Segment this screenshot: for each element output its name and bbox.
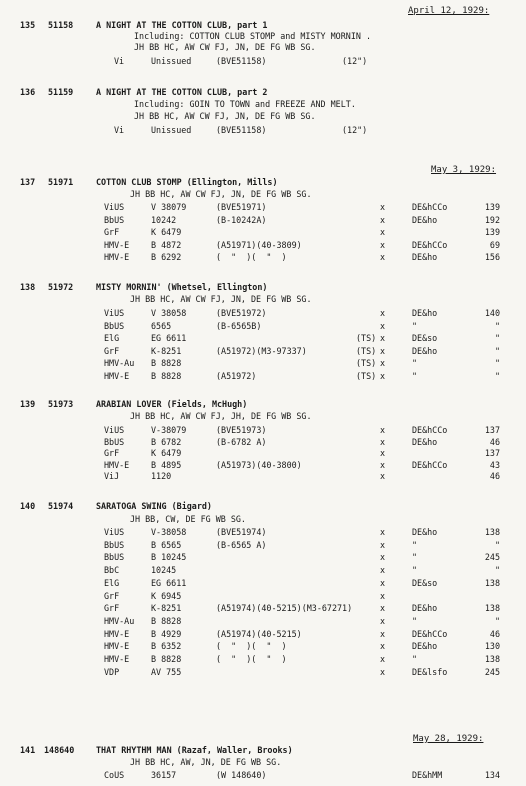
issue-source: " [412, 654, 418, 664]
issue-source: DE&so [412, 333, 438, 344]
issue-source: " [412, 565, 418, 576]
issue-source: " [412, 371, 418, 381]
issue-takes: ( " )( " ) [216, 252, 287, 262]
issue-label: ViJ [104, 471, 120, 482]
issue-takes: (B-10242A) [216, 214, 267, 225]
issue-label: HMV-E [104, 239, 130, 250]
issue-page: 69 [489, 239, 500, 250]
matrix-number: 51971 [48, 177, 74, 187]
issue-takes: (A51972) [216, 371, 257, 381]
issue-mark: x [380, 565, 386, 576]
including-note: Including: COTTON CLUB STOMP and MISTY MORNIN . [134, 31, 371, 41]
issue-label: ViUS [104, 425, 125, 435]
issue-issue: B 4872 [151, 239, 182, 250]
issue-source: DE&ho [412, 641, 438, 652]
issue-label: HMV-E [104, 654, 130, 664]
issue-page: 46 [489, 436, 500, 447]
issue-issue: B 6292 [151, 252, 182, 262]
issue-mark: x [380, 358, 386, 369]
issue-mark: x [380, 615, 386, 626]
issue-takes: (BVE51973) [216, 425, 267, 435]
issue-issue: K-8251 [151, 345, 182, 356]
song-title: A NIGHT AT THE COTTON CLUB, part 2 [96, 87, 268, 97]
issue-mark: x [380, 603, 386, 614]
session-date-april-12: April 12, 1929: [408, 6, 490, 16]
issue-page: " [494, 333, 500, 344]
issue-source: DE&hCCo [412, 202, 448, 212]
issue-issue: B 4929 [151, 628, 182, 639]
issue-mark: x [380, 308, 386, 318]
including-note: Including: GOIN TO TOWN and FREEZE AND MELT. [134, 99, 356, 109]
issue-page: 192 [484, 214, 500, 225]
issue-label: Vi [114, 56, 125, 66]
issue-source: DE&hCCo [412, 239, 448, 250]
issue-mark: x [380, 471, 386, 482]
issue-source: DE&hCCo [412, 459, 448, 470]
issue-issue: K-8251 [151, 603, 182, 614]
issue-ts: (TS) [356, 345, 377, 356]
issue-takes: (A51972)(M3-97337) [216, 345, 307, 356]
issue-issue: B 10245 [151, 552, 187, 563]
issue-source: DE&ho [412, 214, 438, 225]
issue-status: Unissued [151, 125, 192, 135]
issue-mark: x [380, 425, 386, 435]
song-title: SARATOGA SWING (Bigard) [96, 501, 212, 511]
issue-takes: (BVE51974) [216, 527, 267, 537]
issue-source: DE&ho [412, 436, 438, 447]
issue-label: HMV-Au [104, 358, 135, 369]
issue-takes: (A51974)(40-5215)(M3-67271) [216, 603, 353, 614]
issue-label: HMV-E [104, 628, 130, 639]
issue-page: " [494, 539, 500, 550]
issue-issue: 36157 [151, 770, 177, 780]
issue-mark: x [380, 666, 386, 677]
issue-source: " [412, 358, 418, 369]
issue-label: ViUS [104, 308, 125, 318]
issue-label: HMV-E [104, 371, 130, 381]
issue-issue: EG 6611 [151, 577, 187, 588]
issue-label: BbUS [104, 436, 125, 447]
issue-label: GrF [104, 345, 120, 356]
issue-label: BbC [104, 565, 120, 576]
issue-takes: (A51971)(40-3809) [216, 239, 302, 250]
issue-label: BbUS [104, 320, 125, 331]
issue-mark: x [380, 345, 386, 356]
issue-mark: x [380, 227, 386, 237]
issue-ts: (TS) [356, 358, 377, 369]
issue-issue: V-38079 [151, 425, 187, 435]
issue-label: GrF [104, 448, 120, 459]
record-size: (12") [342, 125, 368, 135]
issue-page: 156 [484, 252, 500, 262]
issue-mark: x [380, 333, 386, 344]
personnel-line: JH BB HC, AW, JN, DE FG WB SG. [130, 757, 282, 767]
session-date-may-28: May 28, 1929: [413, 734, 484, 744]
issue-mark: x [380, 239, 386, 250]
matrix-number: 51973 [48, 399, 74, 409]
issue-page: 137 [484, 448, 500, 459]
issue-mark: x [380, 641, 386, 652]
entry-number: 137 [20, 177, 36, 187]
personnel-line: JH BB HC, AW CW FJ, JN, DE FG WB SG. [134, 42, 316, 52]
issue-page: " [494, 565, 500, 576]
issue-takes: ( " )( " ) [216, 641, 287, 652]
issue-mark: x [380, 371, 386, 381]
issue-label: BbUS [104, 214, 125, 225]
issue-mark: x [380, 539, 386, 550]
issue-label: HMV-E [104, 641, 130, 652]
matrix-number: 148640 [44, 745, 75, 755]
take-number: (BVE51158) [216, 125, 267, 135]
issue-issue: V 38079 [151, 202, 187, 212]
issue-source: DE&lsfo [412, 666, 448, 677]
issue-takes: (B-6782 A) [216, 436, 267, 447]
issue-label: HMV-E [104, 459, 130, 470]
personnel-line: JH BB HC, AW CW FJ, JN, DE FG WB SG. [130, 189, 312, 199]
issue-page: " [494, 358, 500, 369]
issue-issue: K 6945 [151, 590, 182, 601]
issue-mark: x [380, 448, 386, 459]
issue-issue: K 6479 [151, 448, 182, 459]
issue-label: Vi [114, 125, 125, 135]
issue-mark: x [380, 654, 386, 664]
issue-takes: (A51973)(40-3800) [216, 459, 302, 470]
issue-issue: 10242 [151, 214, 177, 225]
issue-label: ViUS [104, 202, 125, 212]
issue-mark: x [380, 252, 386, 262]
issue-issue: B 6565 [151, 539, 182, 550]
issue-issue: 10245 [151, 565, 177, 576]
issue-label: VDP [104, 666, 120, 677]
issue-mark: x [380, 320, 386, 331]
issue-issue: V 38058 [151, 308, 187, 318]
issue-takes: (B-6565 A) [216, 539, 267, 550]
personnel-line: JH BB, CW, DE FG WB SG. [130, 514, 246, 524]
issue-source: DE&ho [412, 308, 438, 318]
issue-takes: (BVE51971) [216, 202, 267, 212]
issue-source: DE&hCCo [412, 628, 448, 639]
personnel-line: JH BB HC, AW CW FJ, JN, DE FG WB SG. [130, 294, 312, 304]
issue-source: DE&ho [412, 527, 438, 537]
song-title: COTTON CLUB STOMP (Ellington, Mills) [96, 177, 278, 187]
issue-page: 43 [489, 459, 500, 470]
issue-label: BbUS [104, 552, 125, 563]
entry-number: 135 [20, 20, 36, 30]
issue-page: 130 [484, 641, 500, 652]
issue-issue: B 8828 [151, 358, 182, 369]
issue-source: " [412, 552, 418, 563]
issue-page: 140 [484, 308, 500, 318]
issue-issue: B 8828 [151, 654, 182, 664]
matrix-number: 51159 [48, 87, 74, 97]
issue-label: ViUS [104, 527, 125, 537]
session-date-may-3: May 3, 1929: [431, 165, 497, 175]
issue-issue: V-38058 [151, 527, 187, 537]
matrix-number: 51974 [48, 501, 74, 511]
issue-page: " [494, 371, 500, 381]
issue-page: 138 [484, 603, 500, 614]
issue-source: " [412, 320, 418, 331]
issue-page: 139 [484, 202, 500, 212]
personnel-line: JH BB HC, AW CW FJ, JN, DE FG WB SG. [134, 111, 316, 121]
issue-mark: x [380, 202, 386, 212]
issue-takes: (A51974)(40-5215) [216, 628, 302, 639]
issue-mark: x [380, 527, 386, 537]
song-title: THAT RHYTHM MAN (Razaf, Waller, Brooks) [96, 745, 293, 755]
issue-page: 46 [489, 471, 500, 482]
issue-page: 138 [484, 577, 500, 588]
issue-label: GrF [104, 590, 120, 601]
issue-label: GrF [104, 227, 120, 237]
take-number: (BVE51158) [216, 56, 267, 66]
issue-ts: (TS) [356, 371, 377, 381]
entry-number: 138 [20, 282, 36, 292]
issue-page: " [494, 345, 500, 356]
issue-issue: K 6479 [151, 227, 182, 237]
issue-issue: B 4895 [151, 459, 182, 470]
issue-issue: B 8828 [151, 615, 182, 626]
issue-mark: x [380, 459, 386, 470]
issue-issue: B 8828 [151, 371, 182, 381]
song-title: ARABIAN LOVER (Fields, McHugh) [96, 399, 248, 409]
issue-page: 245 [484, 666, 500, 677]
entry-number: 141 [20, 745, 36, 755]
issue-mark: x [380, 590, 386, 601]
issue-source: " [412, 615, 418, 626]
issue-takes: (BVE51972) [216, 308, 267, 318]
issue-source: DE&ho [412, 603, 438, 614]
issue-source: DE&ho [412, 252, 438, 262]
issue-status: Unissued [151, 56, 192, 66]
issue-page: 46 [489, 628, 500, 639]
issue-takes: (B-6565B) [216, 320, 262, 331]
entry-number: 136 [20, 87, 36, 97]
issue-takes: ( " )( " ) [216, 654, 287, 664]
issue-mark: x [380, 436, 386, 447]
issue-mark: x [380, 577, 386, 588]
issue-ts: (TS) [356, 333, 377, 344]
issue-page: 137 [484, 425, 500, 435]
issue-issue: AV 755 [151, 666, 182, 677]
issue-source: DE&hMM [412, 770, 443, 780]
issue-source: DE&ho [412, 345, 438, 356]
matrix-number: 51972 [48, 282, 74, 292]
record-size: (12") [342, 56, 368, 66]
issue-mark: x [380, 214, 386, 225]
song-title: A NIGHT AT THE COTTON CLUB, part 1 [96, 20, 268, 30]
issue-label: HMV-E [104, 252, 130, 262]
issue-mark: x [380, 552, 386, 563]
issue-label: CoUS [104, 770, 125, 780]
issue-takes: (W 148640) [216, 770, 267, 780]
issue-issue: 6565 [151, 320, 172, 331]
issue-page: " [494, 615, 500, 626]
issue-label: GrF [104, 603, 120, 614]
issue-label: ElG [104, 333, 120, 344]
issue-label: BbUS [104, 539, 125, 550]
issue-page: 245 [484, 552, 500, 563]
personnel-line: JH BB HC, AW CW FJ, JH, DE FG WB SG. [130, 411, 312, 421]
issue-source: DE&so [412, 577, 438, 588]
issue-label: HMV-Au [104, 615, 135, 626]
matrix-number: 51158 [48, 20, 74, 30]
issue-page: 134 [484, 770, 500, 780]
issue-source: " [412, 539, 418, 550]
issue-page: " [494, 320, 500, 331]
issue-mark: x [380, 628, 386, 639]
issue-page: 138 [484, 654, 500, 664]
issue-page: 139 [484, 227, 500, 237]
song-title: MISTY MORNIN' (Whetsel, Ellington) [96, 282, 268, 292]
issue-issue: B 6352 [151, 641, 182, 652]
issue-label: ElG [104, 577, 120, 588]
issue-issue: EG 6611 [151, 333, 187, 344]
issue-issue: B 6782 [151, 436, 182, 447]
entry-number: 139 [20, 399, 36, 409]
issue-page: 138 [484, 527, 500, 537]
issue-source: DE&hCCo [412, 425, 448, 435]
issue-issue: 1120 [151, 471, 172, 482]
entry-number: 140 [20, 501, 36, 511]
